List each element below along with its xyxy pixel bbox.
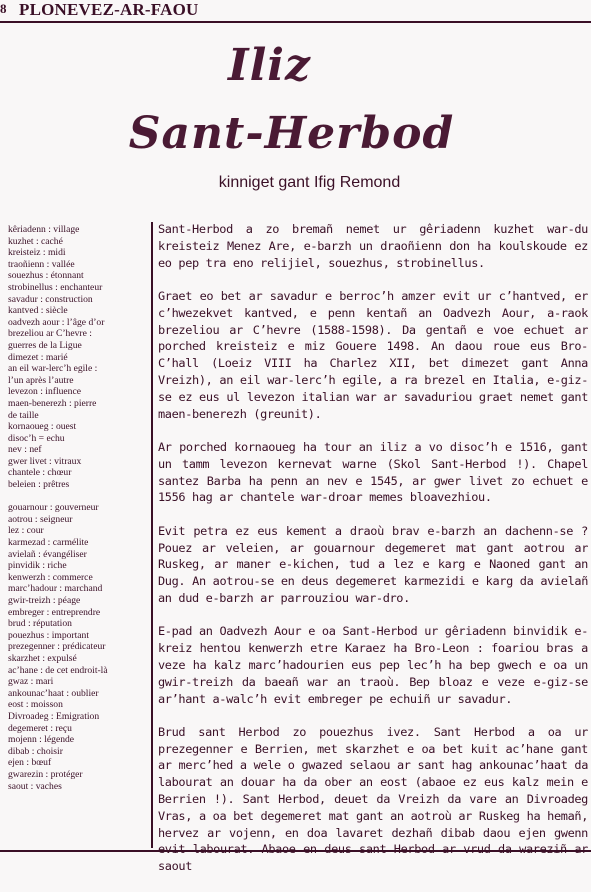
article-body: [158, 221, 588, 892]
glossary-entry: souezhus : étonnant: [8, 270, 84, 282]
glossary-entry: Divroadeg : Emigration: [8, 710, 100, 722]
glossary-entry: ejen : bœuf: [8, 757, 52, 769]
glossary-entry: kuzhet : caché: [8, 235, 63, 247]
glossary-entry: marc’hadour : marchand: [8, 583, 103, 595]
glossary-entry: gouarnour : gouverneur: [8, 502, 99, 514]
glossary-entry: brud : réputation: [8, 618, 72, 630]
article-paragraph: Graet eo bet ar savadur e berroc’h amzer evit ur c’hantved, er c’hwezekvet kantved, e penn kentañ an Oadvezh Aour, a-raok brezeliou ar C’hevre (1588-1598). Da gentañ e voe echuet ar porched kreisteiz e miz Gouere 1498. An daou roue eus Bro-C’hall (Loeiz VIII ha Charlez XII, bet dimezet gant Anna Vreizh), an eil war-lerc’h egile, a ra brezel en Italia, e-giz-se ez eus ul levezon italian war ar savaduriou graet nemet gant maen-benerezh (greunit).: [158, 288, 588, 421]
glossary-entry: eost : moisson: [8, 699, 63, 711]
article-paragraph: Evit petra ez eus kement a draoù brav e-barzh an dachenn-se ? Pouez ar veleien, ar gouarnour degemeret mat gant aotrou ar Ruskeg, ar maner e-kichen, tud a lez e karg e Naoned gant an Dug. An aotrou-se en deus degemeret karmezidi e karg da avielañ an dud e-barzh ar parrouziou war-dro.: [158, 523, 588, 605]
glossary-sidebar: [8, 224, 148, 792]
glossary-entry: saout : vaches: [8, 780, 62, 792]
running-header: [0, 0, 591, 22]
glossary-entry: kornaoueg : ouest: [8, 421, 77, 433]
glossary-entry: kenwerzh : commerce: [8, 571, 93, 583]
glossary-entry: gwir-treizh : péage: [8, 595, 81, 606]
glossary-entry: mojenn : légende: [8, 734, 75, 746]
glossary-entry: traoñienn : vallée: [8, 258, 75, 270]
glossary-entry: brezeliou ar C’hevre :: [8, 328, 92, 340]
running-header-title: PLONEVEZ-AR-FAOU: [19, 0, 199, 19]
glossary-entry: pinvidik : riche: [8, 560, 67, 572]
article-byline: kinniget gant Ifig Remond: [218, 174, 401, 191]
glossary-entry: disoc’h = echu: [8, 432, 65, 444]
glossary-entry: oadvezh aour : l’âge d’or: [8, 316, 105, 328]
glossary-entry: avielañ : évangéliser: [8, 548, 87, 560]
glossary-entry: kêriadenn : village: [8, 224, 80, 235]
glossary-entry: kantved : siècle: [8, 305, 68, 317]
article-paragraph: E-pad an Oadvezh Aour e oa Sant-Herbod ur gêriadenn binvidik e-kreiz hentou kenwerzh etre Karaez ha Bro-Leon : foariou bras a veze ha kalz marc’hadourien eus pep lec’h ha bep gwech e oa un gwir-treizh da baeañ war an traoù. Bep bloaz e veze e-giz-se ar’hant a-walc’h evit embreger pe echuiñ ur savadur.: [158, 624, 588, 706]
glossary-entry: de taille: [8, 409, 39, 421]
glossary-entry: beleien : prêtres: [8, 479, 70, 491]
sidebar-divider: [151, 222, 153, 848]
footer-rule: [0, 850, 591, 852]
glossary-entry: chantele : chœur: [8, 467, 72, 479]
article-paragraph: Ar porched kornaoueg ha tour an iliz a vo disoc’h e 1516, gant un tamm levezon kernevat warne (Skol Sant-Herbod !). Chapel santez Barba ha penn an nev e 1545, ar gwer livet zo echuet e 1556 hag ar chantele war-droar memes bloavezhiou.: [158, 439, 588, 505]
glossary-entry: gwaz : mari: [8, 676, 54, 688]
glossary-entry: pouezhus : important: [8, 629, 89, 641]
glossary-entry: dibab : choisir: [8, 745, 63, 757]
glossary-entry: degemeret : reçu: [8, 722, 72, 734]
glossary-entry: skarzhet : expulsé: [8, 652, 77, 664]
glossary-entry: strobinellus : enchanteur: [8, 281, 103, 293]
article-paragraph: Sant-Herbod a zo bremañ nemet ur gêriadenn kuzhet war-du kreisteiz Menez Are, e-barzh un draoñienn don ha koulskoude ez eo pep tra eno relijiel, souezhus, strobinellus.: [158, 222, 588, 270]
header-rule: [0, 21, 591, 23]
glossary-entry: embreger : entreprendre: [8, 606, 101, 618]
glossary-entry: ankounac’haat : oublier: [8, 687, 99, 699]
article-paragraph: Brud sant Herbod zo pouezhus ivez. Sant Herbod a oa ur prezegenner e Berrien, met skarzhet e oa bet kuit ac’hane gant ar merc’hed a wele o gwazed selaou ar sant hag ankounac’haat da labourat an douar ha da ober an eost (abaoe ez eus kalz mein e Berrien !). Sant Herbod, deuet da Vreizh da vare an Divroadeg Vras, a oa bet degemeret mat gant an aotroù ar Ruskeg ha hemañ, hervez ar vojenn, en doa lavaret dezhañ dibab daou ejen gwenn saout: [158, 724, 588, 874]
glossary-entry: gwer livet : vitraux: [8, 455, 82, 467]
glossary-entry: maen-benerezh : pierre: [8, 397, 97, 409]
glossary-entry: savadur : construction: [8, 293, 93, 305]
article-title-line-1: Iliz: [228, 40, 311, 91]
glossary-entry: nev : nef: [8, 444, 42, 456]
glossary-entry: aotrou : seigneur: [8, 513, 73, 525]
glossary-entry: l’un après l’autre: [8, 374, 74, 386]
page-number: 8: [0, 1, 7, 16]
glossary-entry: an eil war-lerc’h egile :: [8, 363, 98, 375]
glossary-entry: karmezad : carmélite: [8, 537, 89, 549]
glossary-entry: kreisteiz : midi: [8, 247, 66, 259]
glossary-entry: lez : cour: [8, 525, 44, 537]
glossary-entry: prezegenner : prédicateur: [8, 641, 106, 653]
glossary-entry: ac’hane : de cet endroit-là: [8, 664, 108, 676]
glossary-entry: guerres de la Ligue: [8, 339, 82, 351]
glossary-entry: dimezet : marié: [8, 351, 68, 363]
glossary-entry: levezon : influence: [8, 386, 81, 398]
glossary-entry: gwarezin : protéger: [8, 768, 83, 780]
glossary-group-gap: [8, 491, 148, 503]
article-title-line-2: Sant-Herbod: [128, 108, 455, 159]
